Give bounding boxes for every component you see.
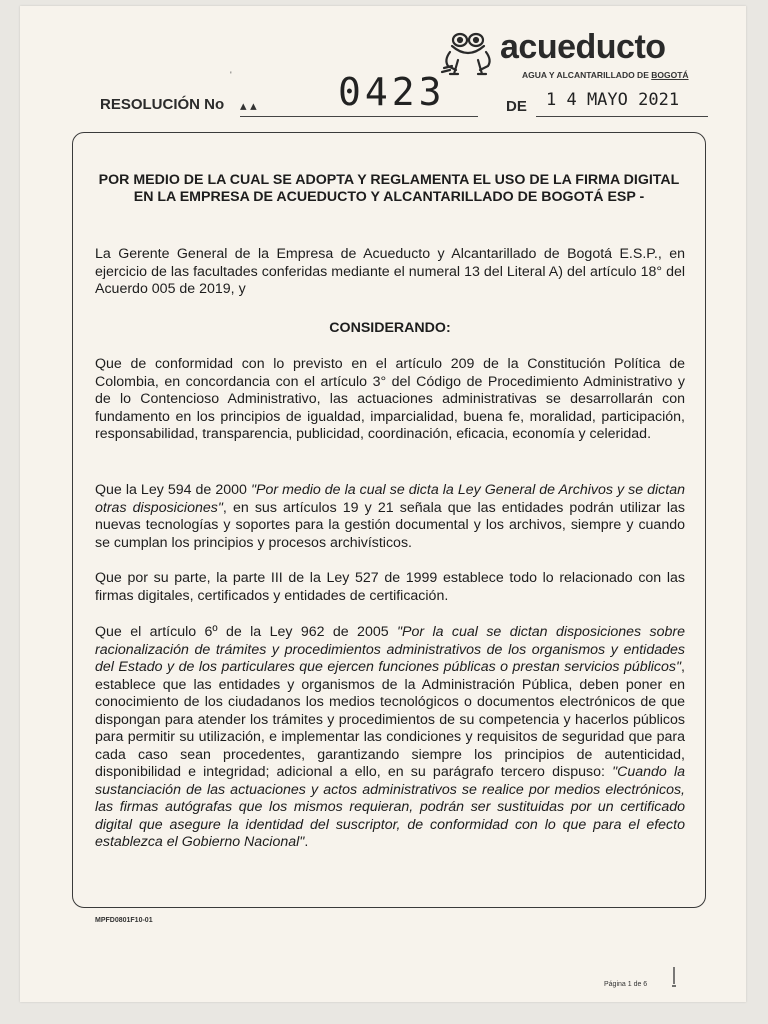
paragraph-2-text-a: Que la Ley 594 de 2000 bbox=[95, 482, 251, 498]
pen-mark-icon bbox=[671, 966, 677, 988]
paragraph-2 bbox=[95, 482, 685, 552]
page-number: Página 1 de 6 bbox=[604, 981, 648, 988]
paragraph-2-text-b: , en sus artículos 19 y 21 señala que las entidades podrán utilizar las nuevas tecnologías y soportes para la gestión documental y los archivos, siempre y cuando se cumplan los principios y procesos archivísticos. bbox=[95, 499, 685, 551]
paragraph-4 bbox=[95, 624, 685, 852]
paragraph-4-text-b: , establece que las entidades y organismos de la Administración Pública, deben poner en conocimiento de los ciudadanos los medios tecnológicos o documentos electrónicos de que dispongan para atender los trámites y procedimientos de su competencia y hacerlos públicos para permitir su utilización, e implementar las condiciones y requisitos de seguridad que para cada caso sean procedentes, garantizando siempre los principios de autenticidad, disponibilidad e integridad; adicional a ello, en su parágrafo tercero dispuso: bbox=[95, 659, 685, 780]
considerando-heading: CONSIDERANDO: bbox=[329, 320, 451, 336]
resolution-line bbox=[100, 70, 720, 120]
paragraph-4-text-a: Que el artículo 6º de la Ley 962 de 2005 bbox=[95, 624, 397, 640]
paragraph-2-quote: "Por medio de la cual se dicta la Ley General de Archivos y se dictan otras disposiciones" bbox=[95, 482, 685, 516]
logo-subtitle-city: BOGOTÁ bbox=[651, 70, 689, 80]
date-underline bbox=[536, 116, 708, 117]
paragraph-1: Que de conformidad con lo previsto en el artículo 209 de la Constitución Política de Colombia, en concordancia con el artículo 3° del Código de Procedimiento Administrativo y de lo Contencioso Administrativo, las actuaciones administrativas se desarrollarán con fundamento en los principios de igualdad, imparcialidad, buena fe, moralidad, participación, responsabilidad, transparencia, publicidad, coordinación, eficacia, economía y celeridad. bbox=[95, 356, 685, 442]
intro-paragraph: La Gerente General de la Empresa de Acueducto y Alcantarillado de Bogotá E.S.P., en ejercicio de las facultades conferidas mediante el numeral 13 del Literal A) del artículo 18° del Acuerdo 005 de 2019, y bbox=[95, 246, 685, 297]
resolution-date: 1 4 MAYO 2021 bbox=[546, 90, 680, 110]
date-label: DE bbox=[506, 98, 527, 115]
resolution-number-underline bbox=[240, 116, 478, 117]
logo-subtitle-prefix: AGUA Y ALCANTARILLADO DE bbox=[522, 70, 652, 80]
resolution-label: RESOLUCIÓN No bbox=[100, 96, 225, 113]
resolution-number: 0423 bbox=[338, 70, 446, 114]
paragraph-4-quote-2: "Cuando la sustanciación de las actuaciones y actos administrativos se realice por medios electrónicos, las firmas autógrafas que los mismos requieran, podrán ser sustituidas por un certificado digital que asegure la identidad del suscriptor, de conformidad con lo que para el efecto establezca el Gobierno Nacional" bbox=[95, 764, 685, 850]
document-title: POR MEDIO DE LA CUAL SE ADOPTA Y REGLAMENTA EL USO DE LA FIRMA DIGITAL EN LA EMPRESA DE ACUEDUCTO Y ALCANTARILLADO DE BOGOTÁ ESP - bbox=[98, 172, 680, 205]
paragraph-4-quote-1: "Por la cual se dictan disposiciones sobre racionalización de trámites y procedimientos administrativos de los organismos y entidades del Estado y de los particulares que ejercen funciones públicas o prestan servicios públicos" bbox=[95, 624, 685, 675]
handwritten-marks: ▴ ▴ bbox=[240, 98, 257, 113]
logo-wordmark: acueducto bbox=[500, 28, 666, 66]
paragraph-3: Que por su parte, la parte III de la Ley 527 de 1999 establece todo lo relacionado con las firmas digitales, certificados y entidades de certificación. bbox=[95, 570, 685, 604]
scan-mark: ' bbox=[230, 70, 232, 80]
form-code: MPFD0801F10-01 bbox=[95, 917, 153, 924]
paragraph-4-text-c: . bbox=[304, 834, 309, 850]
